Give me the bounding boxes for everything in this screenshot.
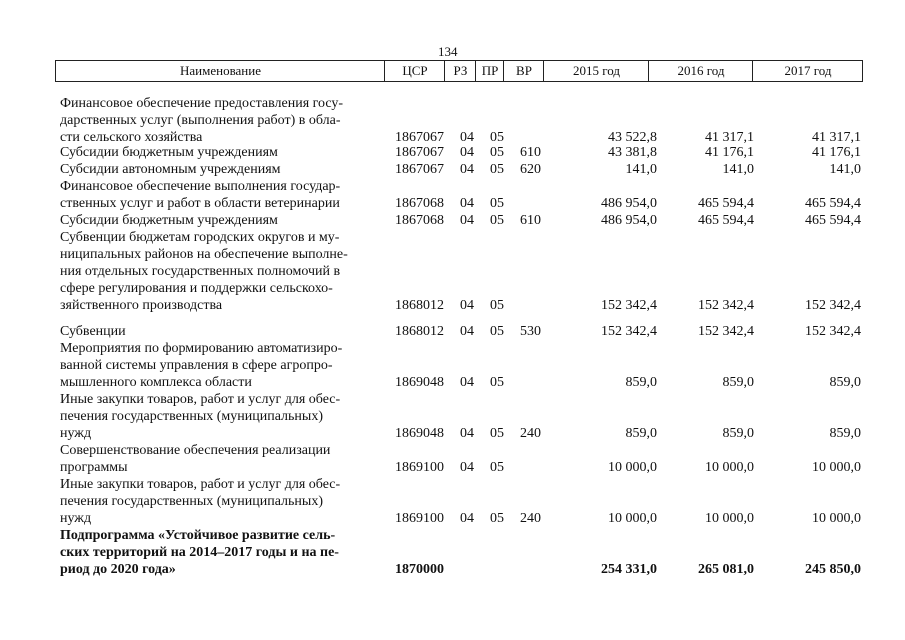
row-name-line: дарственных услуг (выполнения работ) в обла-	[60, 113, 341, 128]
row-name	[60, 212, 360, 229]
row-name-line: Иные закупки товаров, работ и услуг для обес-	[60, 477, 341, 492]
table-row	[0, 144, 905, 161]
cell-csr: 1867068	[395, 196, 444, 211]
row-name	[60, 527, 360, 578]
cell-y2015: 43 381,8	[608, 145, 657, 160]
table-row	[0, 178, 905, 212]
row-name-line: ванной системы управления в сфере агропро-	[60, 358, 333, 373]
cell-y2017: 10 000,0	[812, 511, 861, 526]
row-name-line: сфере регулирования и поддержки сельскохо-	[60, 281, 333, 296]
cell-rz: 04	[460, 196, 474, 211]
cell-y2017: 859,0	[829, 375, 861, 390]
cell-y2017: 41 176,1	[812, 145, 861, 160]
cell-rz: 04	[460, 460, 474, 475]
row-name-line: печения государственных (муниципальных)	[60, 494, 323, 509]
row-name-line: Финансовое обеспечение предоставления госу-	[60, 96, 344, 111]
row-name	[60, 161, 360, 178]
cell-y2016: 265 081,0	[698, 562, 754, 577]
row-name-line: Субсидии бюджетным учреждениям	[60, 145, 278, 160]
cell-y2016: 141,0	[722, 162, 754, 177]
table-row	[0, 340, 905, 391]
cell-rz: 04	[460, 426, 474, 441]
cell-y2015: 10 000,0	[608, 511, 657, 526]
cell-y2016: 10 000,0	[705, 511, 754, 526]
row-name-line: Субсидии автономным учреждениям	[60, 162, 281, 177]
cell-y2016: 41 317,1	[705, 130, 754, 145]
cell-y2017: 859,0	[829, 426, 861, 441]
header-rz: РЗ	[444, 61, 476, 81]
table-row	[0, 323, 905, 340]
cell-pr: 05	[490, 162, 504, 177]
row-name-line: ния отдельных государственных полномочий в	[60, 264, 341, 279]
cell-y2017: 152 342,4	[805, 298, 861, 313]
cell-y2015: 43 522,8	[608, 130, 657, 145]
cell-csr: 1867067	[395, 162, 444, 177]
row-name-line: ственных услуг и работ в области ветеринарии	[60, 196, 340, 211]
cell-y2016: 152 342,4	[698, 298, 754, 313]
cell-pr: 05	[490, 324, 504, 339]
cell-pr: 05	[490, 511, 504, 526]
cell-pr: 05	[490, 130, 504, 145]
row-name-line: нужд	[60, 426, 92, 441]
cell-rz: 04	[460, 375, 474, 390]
cell-csr: 1868012	[395, 324, 444, 339]
row-name-line: ниципальных районов на обеспечение выполне-	[60, 247, 348, 262]
cell-pr: 05	[490, 196, 504, 211]
cell-y2015: 152 342,4	[601, 298, 657, 313]
cell-pr: 05	[490, 298, 504, 313]
cell-y2015: 141,0	[625, 162, 657, 177]
cell-y2016: 465 594,4	[698, 213, 754, 228]
row-name-line: Совершенствование обеспечения реализации	[60, 443, 331, 458]
cell-y2015: 254 331,0	[601, 562, 657, 577]
row-name-line: риод до 2020 года»	[60, 562, 176, 577]
cell-y2016: 859,0	[722, 426, 754, 441]
row-name	[60, 340, 360, 391]
row-name-line: сти сельского хозяйства	[60, 130, 203, 145]
row-name	[60, 476, 360, 527]
row-name-line: Иные закупки товаров, работ и услуг для обес-	[60, 392, 341, 407]
cell-vr: 530	[520, 324, 541, 339]
row-name-line: Субвенции бюджетам городских округов и му-	[60, 230, 340, 245]
cell-y2015: 859,0	[625, 426, 657, 441]
cell-y2017: 141,0	[829, 162, 861, 177]
cell-y2015: 486 954,0	[601, 213, 657, 228]
cell-csr: 1869048	[395, 426, 444, 441]
cell-y2017: 41 317,1	[812, 130, 861, 145]
cell-y2017: 465 594,4	[805, 213, 861, 228]
cell-rz: 04	[460, 511, 474, 526]
cell-csr: 1869100	[395, 511, 444, 526]
table-row	[0, 95, 905, 146]
row-name-line: Финансовое обеспечение выполнения государ-	[60, 179, 341, 194]
row-name-line: Подпрограмма «Устойчивое развитие сель-	[60, 528, 336, 543]
header-2015: 2015 год	[543, 61, 649, 81]
table-header	[55, 60, 863, 82]
row-name-line: ских территорий на 2014–2017 годы и на пе-	[60, 545, 339, 560]
cell-pr: 05	[490, 426, 504, 441]
cell-pr: 05	[490, 213, 504, 228]
row-name-line: печения государственных (муниципальных)	[60, 409, 323, 424]
header-csr: ЦСР	[384, 61, 445, 81]
row-name	[60, 95, 360, 146]
cell-vr: 610	[520, 145, 541, 160]
row-name	[60, 391, 360, 442]
cell-y2015: 859,0	[625, 375, 657, 390]
cell-y2017: 245 850,0	[805, 562, 861, 577]
cell-csr: 1867067	[395, 130, 444, 145]
cell-rz: 04	[460, 213, 474, 228]
row-name-line: Субвенции	[60, 324, 126, 339]
header-2016: 2016 год	[648, 61, 753, 81]
row-name-line: Мероприятия по формированию автоматизиро-	[60, 341, 343, 356]
cell-y2016: 152 342,4	[698, 324, 754, 339]
table-row	[0, 527, 905, 578]
cell-rz: 04	[460, 162, 474, 177]
row-name-line: мышленного комплекса области	[60, 375, 252, 390]
cell-y2015: 152 342,4	[601, 324, 657, 339]
cell-csr: 1868012	[395, 298, 444, 313]
page-number: 134	[438, 44, 458, 59]
cell-pr: 05	[490, 460, 504, 475]
cell-y2016: 859,0	[722, 375, 754, 390]
table-row	[0, 161, 905, 178]
cell-y2017: 152 342,4	[805, 324, 861, 339]
cell-csr: 1870000	[395, 562, 444, 577]
cell-y2015: 10 000,0	[608, 460, 657, 475]
cell-rz: 04	[460, 298, 474, 313]
row-name-line: зяйственного производства	[60, 298, 223, 313]
row-name	[60, 178, 360, 212]
row-name	[60, 323, 360, 340]
cell-y2015: 486 954,0	[601, 196, 657, 211]
row-name	[60, 144, 360, 161]
header-pr: ПР	[475, 61, 504, 81]
cell-vr: 240	[520, 426, 541, 441]
cell-vr: 240	[520, 511, 541, 526]
cell-rz: 04	[460, 324, 474, 339]
cell-vr: 620	[520, 162, 541, 177]
row-name-line: нужд	[60, 511, 92, 526]
row-name-line: Субсидии бюджетным учреждениям	[60, 213, 278, 228]
table-row	[0, 442, 905, 476]
cell-csr: 1869048	[395, 375, 444, 390]
cell-y2016: 465 594,4	[698, 196, 754, 211]
row-name	[60, 442, 360, 476]
table-row	[0, 476, 905, 527]
header-vr: ВР	[503, 61, 544, 81]
table-row	[0, 212, 905, 229]
cell-csr: 1867068	[395, 213, 444, 228]
cell-rz: 04	[460, 130, 474, 145]
table-row	[0, 391, 905, 442]
row-name	[60, 229, 360, 314]
table-row	[0, 229, 905, 314]
cell-y2017: 10 000,0	[812, 460, 861, 475]
header-2017: 2017 год	[752, 61, 863, 81]
cell-csr: 1869100	[395, 460, 444, 475]
cell-pr: 05	[490, 145, 504, 160]
cell-y2016: 10 000,0	[705, 460, 754, 475]
cell-pr: 05	[490, 375, 504, 390]
cell-csr: 1867067	[395, 145, 444, 160]
cell-rz: 04	[460, 145, 474, 160]
row-name-line: программы	[60, 460, 128, 475]
cell-vr: 610	[520, 213, 541, 228]
cell-y2016: 41 176,1	[705, 145, 754, 160]
header-name: Наименование	[55, 61, 385, 81]
cell-y2017: 465 594,4	[805, 196, 861, 211]
